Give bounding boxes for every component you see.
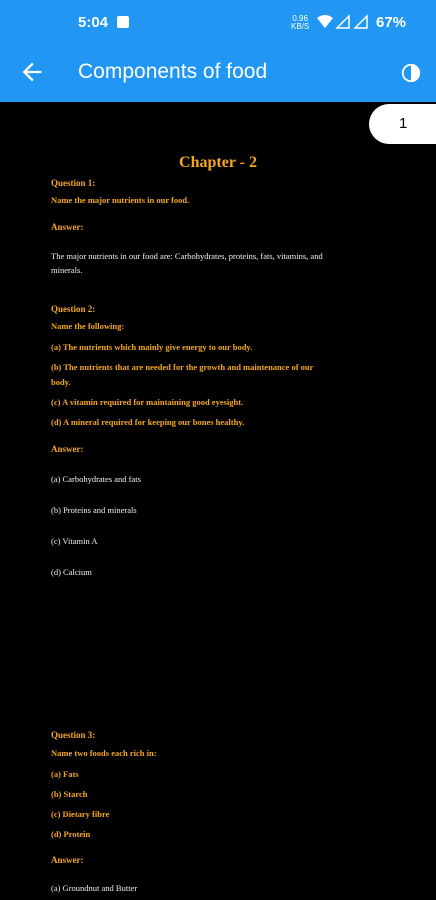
page-number: 1: [399, 115, 408, 132]
question-3-part-d: (d) Protein: [51, 829, 91, 839]
question-3-text: Name two foods each rich in:: [51, 748, 157, 758]
question-2-text: Name the following:: [51, 321, 125, 331]
battery-percent: 67%: [376, 14, 407, 31]
answer-2-part-a: (a) Carbohydrates and fats: [51, 474, 141, 484]
answer-2-part-c: (c) Vitamin A: [51, 536, 98, 546]
question-3-part-a: (a) Fats: [51, 769, 79, 779]
chapter-heading: Chapter - 2: [179, 154, 257, 171]
signal-icons: [316, 14, 372, 33]
gallery-notification-icon: [117, 16, 129, 28]
question-1-label: Question 1:: [51, 178, 96, 188]
network-speed-value: 0.96: [292, 14, 308, 23]
question-1-text: Name the major nutrients in our food.: [51, 195, 190, 205]
back-arrow-icon[interactable]: [18, 58, 46, 86]
question-3-label: Question 3:: [51, 730, 96, 740]
status-bar: [0, 0, 436, 44]
question-2-part-b-line-1: (b) The nutrients that are needed for the growth and maintenance of our: [51, 362, 314, 372]
answer-3-label: Answer:: [51, 855, 84, 865]
contrast-icon[interactable]: [400, 62, 422, 84]
question-2-label: Question 2:: [51, 304, 96, 314]
question-2-part-c: (c) A vitamin required for maintaining good eyesight.: [51, 397, 244, 407]
answer-3-part-a: (a) Groundnut and Butter: [51, 883, 138, 893]
answer-2-part-b: (b) Proteins and minerals: [51, 505, 137, 515]
question-3-part-b: (b) Starch: [51, 789, 88, 799]
question-2-part-a: (a) The nutrients which mainly give energy to our body.: [51, 342, 253, 352]
status-time: 5:04: [78, 14, 109, 31]
page-title: Components of food: [78, 60, 268, 83]
app-bar: [0, 44, 436, 102]
answer-1-line-1: The major nutrients in our food are: Carbohydrates, proteins, fats, vitamins, and: [51, 251, 323, 261]
question-2-part-b-line-2: body.: [51, 377, 71, 387]
answer-2-part-d: (d) Calcium: [51, 567, 92, 577]
network-speed: [291, 15, 309, 31]
answer-1-line-2: minerals.: [51, 265, 83, 275]
page-number-indicator: [369, 104, 436, 144]
question-3-part-c: (c) Dietary fibre: [51, 809, 110, 819]
wifi-signal-icon: [316, 14, 372, 30]
answer-1-label: Answer:: [51, 222, 84, 232]
answer-2-label: Answer:: [51, 444, 84, 454]
question-2-part-d: (d) A mineral required for keeping our bones healthy.: [51, 417, 245, 427]
network-speed-unit: KB/S: [291, 22, 310, 31]
